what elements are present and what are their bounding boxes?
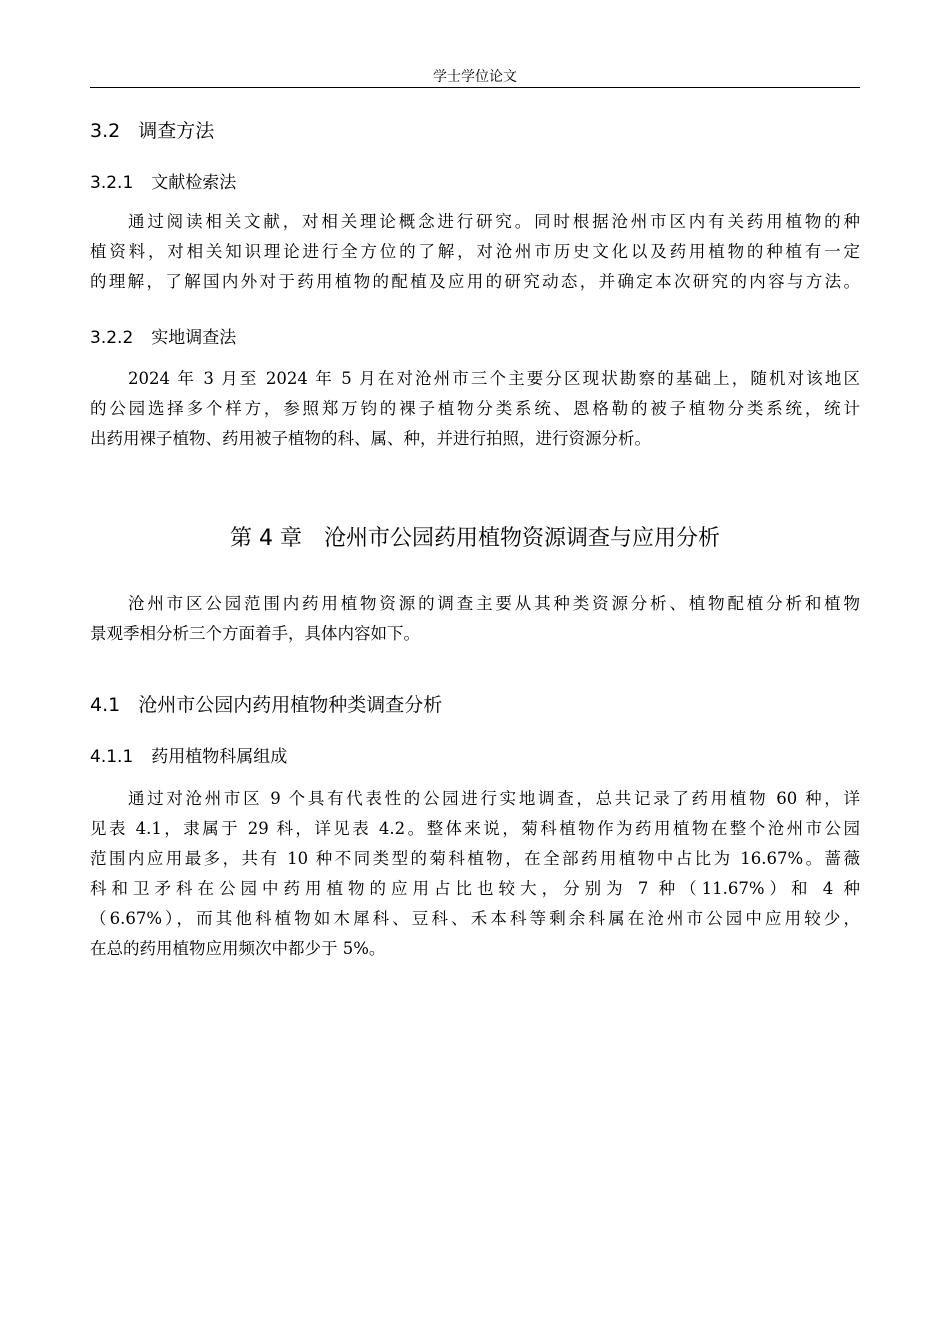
- chapter-heading-4: [90, 523, 860, 555]
- page-header: [90, 67, 860, 88]
- paragraph-line: 科和卫矛科在公园中药用植物的应用占比也较大，分别为 7 种（11.67%）和 4 种: [90, 879, 860, 898]
- paragraph-field-survey: [90, 364, 860, 454]
- section-title: 药用植物科属组成: [151, 747, 288, 767]
- chapter-number: 第 4 章: [230, 526, 302, 551]
- paragraph-family-composition: [90, 784, 860, 964]
- paragraph-line: 见表 4.1，隶属于 29 科，详见表 4.2。整体来说，菊科植物作为药用植物在整个沧州市公园: [90, 819, 860, 838]
- section-title: 文献检索法: [151, 173, 237, 193]
- section-heading-3-2-1: [90, 170, 236, 196]
- paragraph-line: 的理解，了解国内外对于药用植物的配植及应用的研究动态，并确定本次研究的内容与方法。: [90, 272, 860, 291]
- paragraph-line: 出药用裸子植物、药用被子植物的科、属、种，并进行拍照，进行资源分析。: [90, 429, 651, 448]
- header-title: 学士学位论文: [433, 69, 517, 85]
- section-heading-4-1-1: [90, 744, 287, 770]
- paragraph-line: 的公园选择多个样方，参照郑万钧的裸子植物分类系统、恩格勒的被子植物分类系统，统计: [90, 399, 860, 418]
- section-number: 3.2: [90, 120, 121, 142]
- paragraph-line: 2024 年 3 月至 2024 年 5 月在对沧州市三个主要分区现状勘察的基础上，随机对该地区: [128, 369, 860, 388]
- paragraph-line: 范围内应用最多，共有 10 种不同类型的菊科植物，在全部药用植物中占比为 16.67%。蔷薇: [90, 849, 860, 868]
- paragraph-line: 在总的药用植物应用频次中都少于 5%。: [90, 939, 386, 958]
- section-number: 3.2.2: [90, 328, 134, 348]
- section-heading-4-1: [90, 691, 442, 719]
- paragraph-line: 植资料，对相关知识理论进行全方位的了解，对沧州市历史文化以及药用植物的种植有一定: [90, 242, 860, 261]
- chapter-title: 沧州市公园药用植物资源调查与应用分析: [323, 526, 720, 551]
- paragraph-line: 通过对沧州市区 9 个具有代表性的公园进行实地调查，总共记录了药用植物 60 种，详: [128, 789, 860, 808]
- paragraph-line: （6.67%），而其他科植物如木犀科、豆科、禾本科等剩余科属在沧州市公园中应用较少，: [90, 909, 860, 928]
- section-title: 调查方法: [138, 120, 215, 142]
- paragraph-chapter-intro: [90, 589, 860, 649]
- paragraph-line: 沧州市区公园范围内药用植物资源的调查主要从其种类资源分析、植物配植分析和植物: [128, 594, 860, 613]
- section-title: 实地调查法: [151, 328, 237, 348]
- section-number: 4.1: [90, 694, 121, 716]
- section-heading-3-2: [90, 117, 214, 145]
- section-heading-3-2-2: [90, 325, 236, 351]
- paragraph-line: 景观季相分析三个方面着手，具体内容如下。: [90, 624, 420, 643]
- paragraph-line: 通过阅读相关文献，对相关理论概念进行研究。同时根据沧州市区内有关药用植物的种: [128, 212, 860, 231]
- section-number: 4.1.1: [90, 747, 134, 767]
- section-title: 沧州市公园内药用植物种类调查分析: [138, 694, 443, 716]
- paragraph-literature-method: [90, 207, 860, 297]
- section-number: 3.2.1: [90, 173, 134, 193]
